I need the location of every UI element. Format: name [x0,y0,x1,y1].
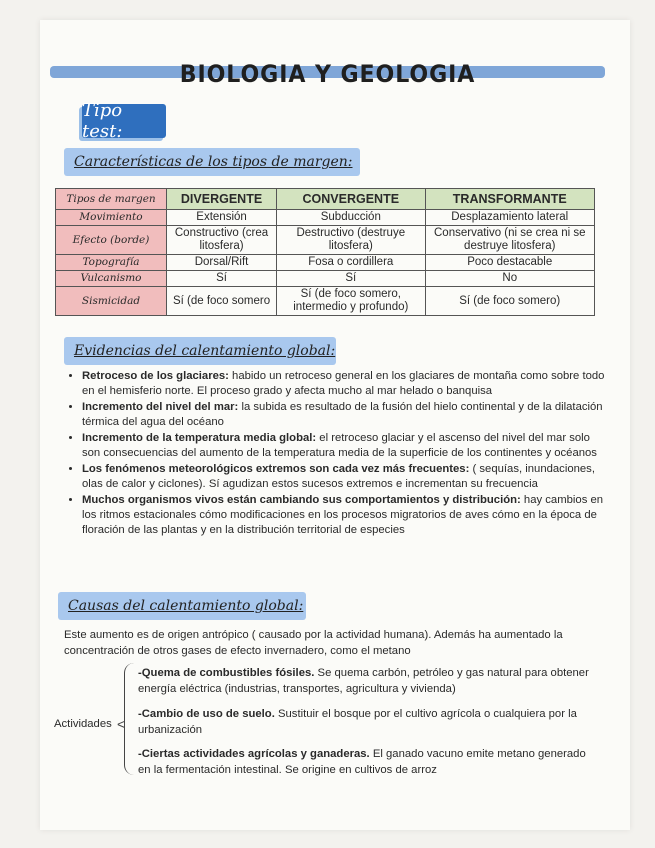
table-header-row [56,189,595,210]
activity-item [138,746,598,778]
evidence-heading: Evidencias del calentamiento global: [64,337,336,365]
column-header: CONVERGENTE [277,189,425,210]
row-header: Movimiento [56,210,167,226]
table-cell: No [425,271,595,287]
list-item [82,400,610,430]
activity-item [138,706,598,738]
table-cell: Dorsal/Rift [167,255,277,271]
table-cell: Subducción [277,210,425,226]
activity-title: -Quema de combustibles fósiles. [138,667,315,679]
item-text: ( sequías, inundaciones, olas de calor y ciclones). Sí agudizan estos sucesos extremos e incrementan su frecuencia [82,463,595,490]
list-item [82,431,610,461]
item-text: la subida es resultado de la fusión del hielo continental y de la dilatación térmica del agua del océano [82,401,603,428]
table-cell: Desplazamiento lateral [425,210,595,226]
activity-text: El ganado vacuno emite metano generado en la fermentación intestinal. Se origine en cultivos de arroz [138,748,586,776]
column-header: DIVERGENTE [167,189,277,210]
table-cell: Sí [277,271,425,287]
table-row [56,226,595,255]
margin-types-table [55,188,595,316]
item-text: habido un retroceso general en los glaciares de montaña como sobre todo en el hemisferio norte. El proceso grado y afecta mucho al mar helado o banquisa [82,370,605,397]
causes-heading: Causas del calentamiento global: [58,592,306,620]
list-item [82,369,610,399]
table-cell: Sí (de foco somero [167,287,277,316]
activity-text: Se quema carbón, petróleo y gas natural para obtener energía eléctrica (industrias, transportes, agricultura y vivienda) [138,667,589,695]
table-cell: Constructivo (crea litosfera) [167,226,277,255]
table-row [56,287,595,316]
row-header: Vulcanismo [56,271,167,287]
item-text: hay cambios en los ritmos estacionales cómo modificaciones en los procesos migratorios de aves cómo en la época de floración de las plantas y en la distribución territorial de especies [82,494,604,536]
table-cell: Conservativo (ni se crea ni se destruye litosfera) [425,226,595,255]
table-cell: Destructivo (destruye litosfera) [277,226,425,255]
table-row [56,255,595,271]
list-item [82,493,610,538]
activity-title: -Cambio de uso de suelo. [138,708,275,720]
item-title: Incremento de la temperatura media global: [82,432,317,444]
activity-text: Sustituir el bosque por el cultivo agrícola o cualquiera por la urbanización [138,708,577,736]
column-header: TRANSFORMANTE [425,189,595,210]
table-cell: Poco destacable [425,255,595,271]
item-title: Incremento del nivel del mar: [82,401,239,413]
row-header: Efecto (borde) [56,226,167,255]
table-row [56,271,595,287]
margins-heading: Características de los tipos de margen: [64,148,360,176]
row-header: Topografía [56,255,167,271]
table-cell: Sí [167,271,277,287]
activity-title: -Ciertas actividades agrícolas y ganaderas. [138,748,370,760]
list-item [82,462,610,492]
item-title: Retroceso de los glaciares: [82,370,229,382]
item-title: Muchos organismos vivos están cambiando sus comportamientos y distribución: [82,494,521,506]
type-label-badge: Tipo test: [82,104,166,138]
table-cell: Fosa o cordillera [277,255,425,271]
brace-tip-icon: < [117,716,126,732]
table-corner-cell: Tipos de margen [56,189,167,210]
page-title: BIOLOGIA Y GEOLOGIA [179,60,476,88]
activities-label: Actividades [54,718,112,730]
item-text: el retroceso glaciar y el ascenso del nivel del mar solo son consecuencias del aumento de la temperatura media de la superficie de los continentes y océanos [82,432,597,459]
brace-bracket [124,663,137,775]
table-cell: Sí (de foco somero) [425,287,595,316]
causes-intro: Este aumento es de origen antrópico ( causado por la actividad humana). Además ha aumentado la concentración de otros gases de efecto invernadero, como el metano [64,629,563,657]
evidence-list [64,369,610,539]
table-cell: Extensión [167,210,277,226]
item-title: Los fenómenos meteorológicos extremos son cada vez más frecuentes: [82,463,470,475]
row-header: Sismicidad [56,287,167,316]
table-cell: Sí (de foco somero, intermedio y profundo) [277,287,425,316]
activity-item [138,665,598,697]
table-row [56,210,595,226]
